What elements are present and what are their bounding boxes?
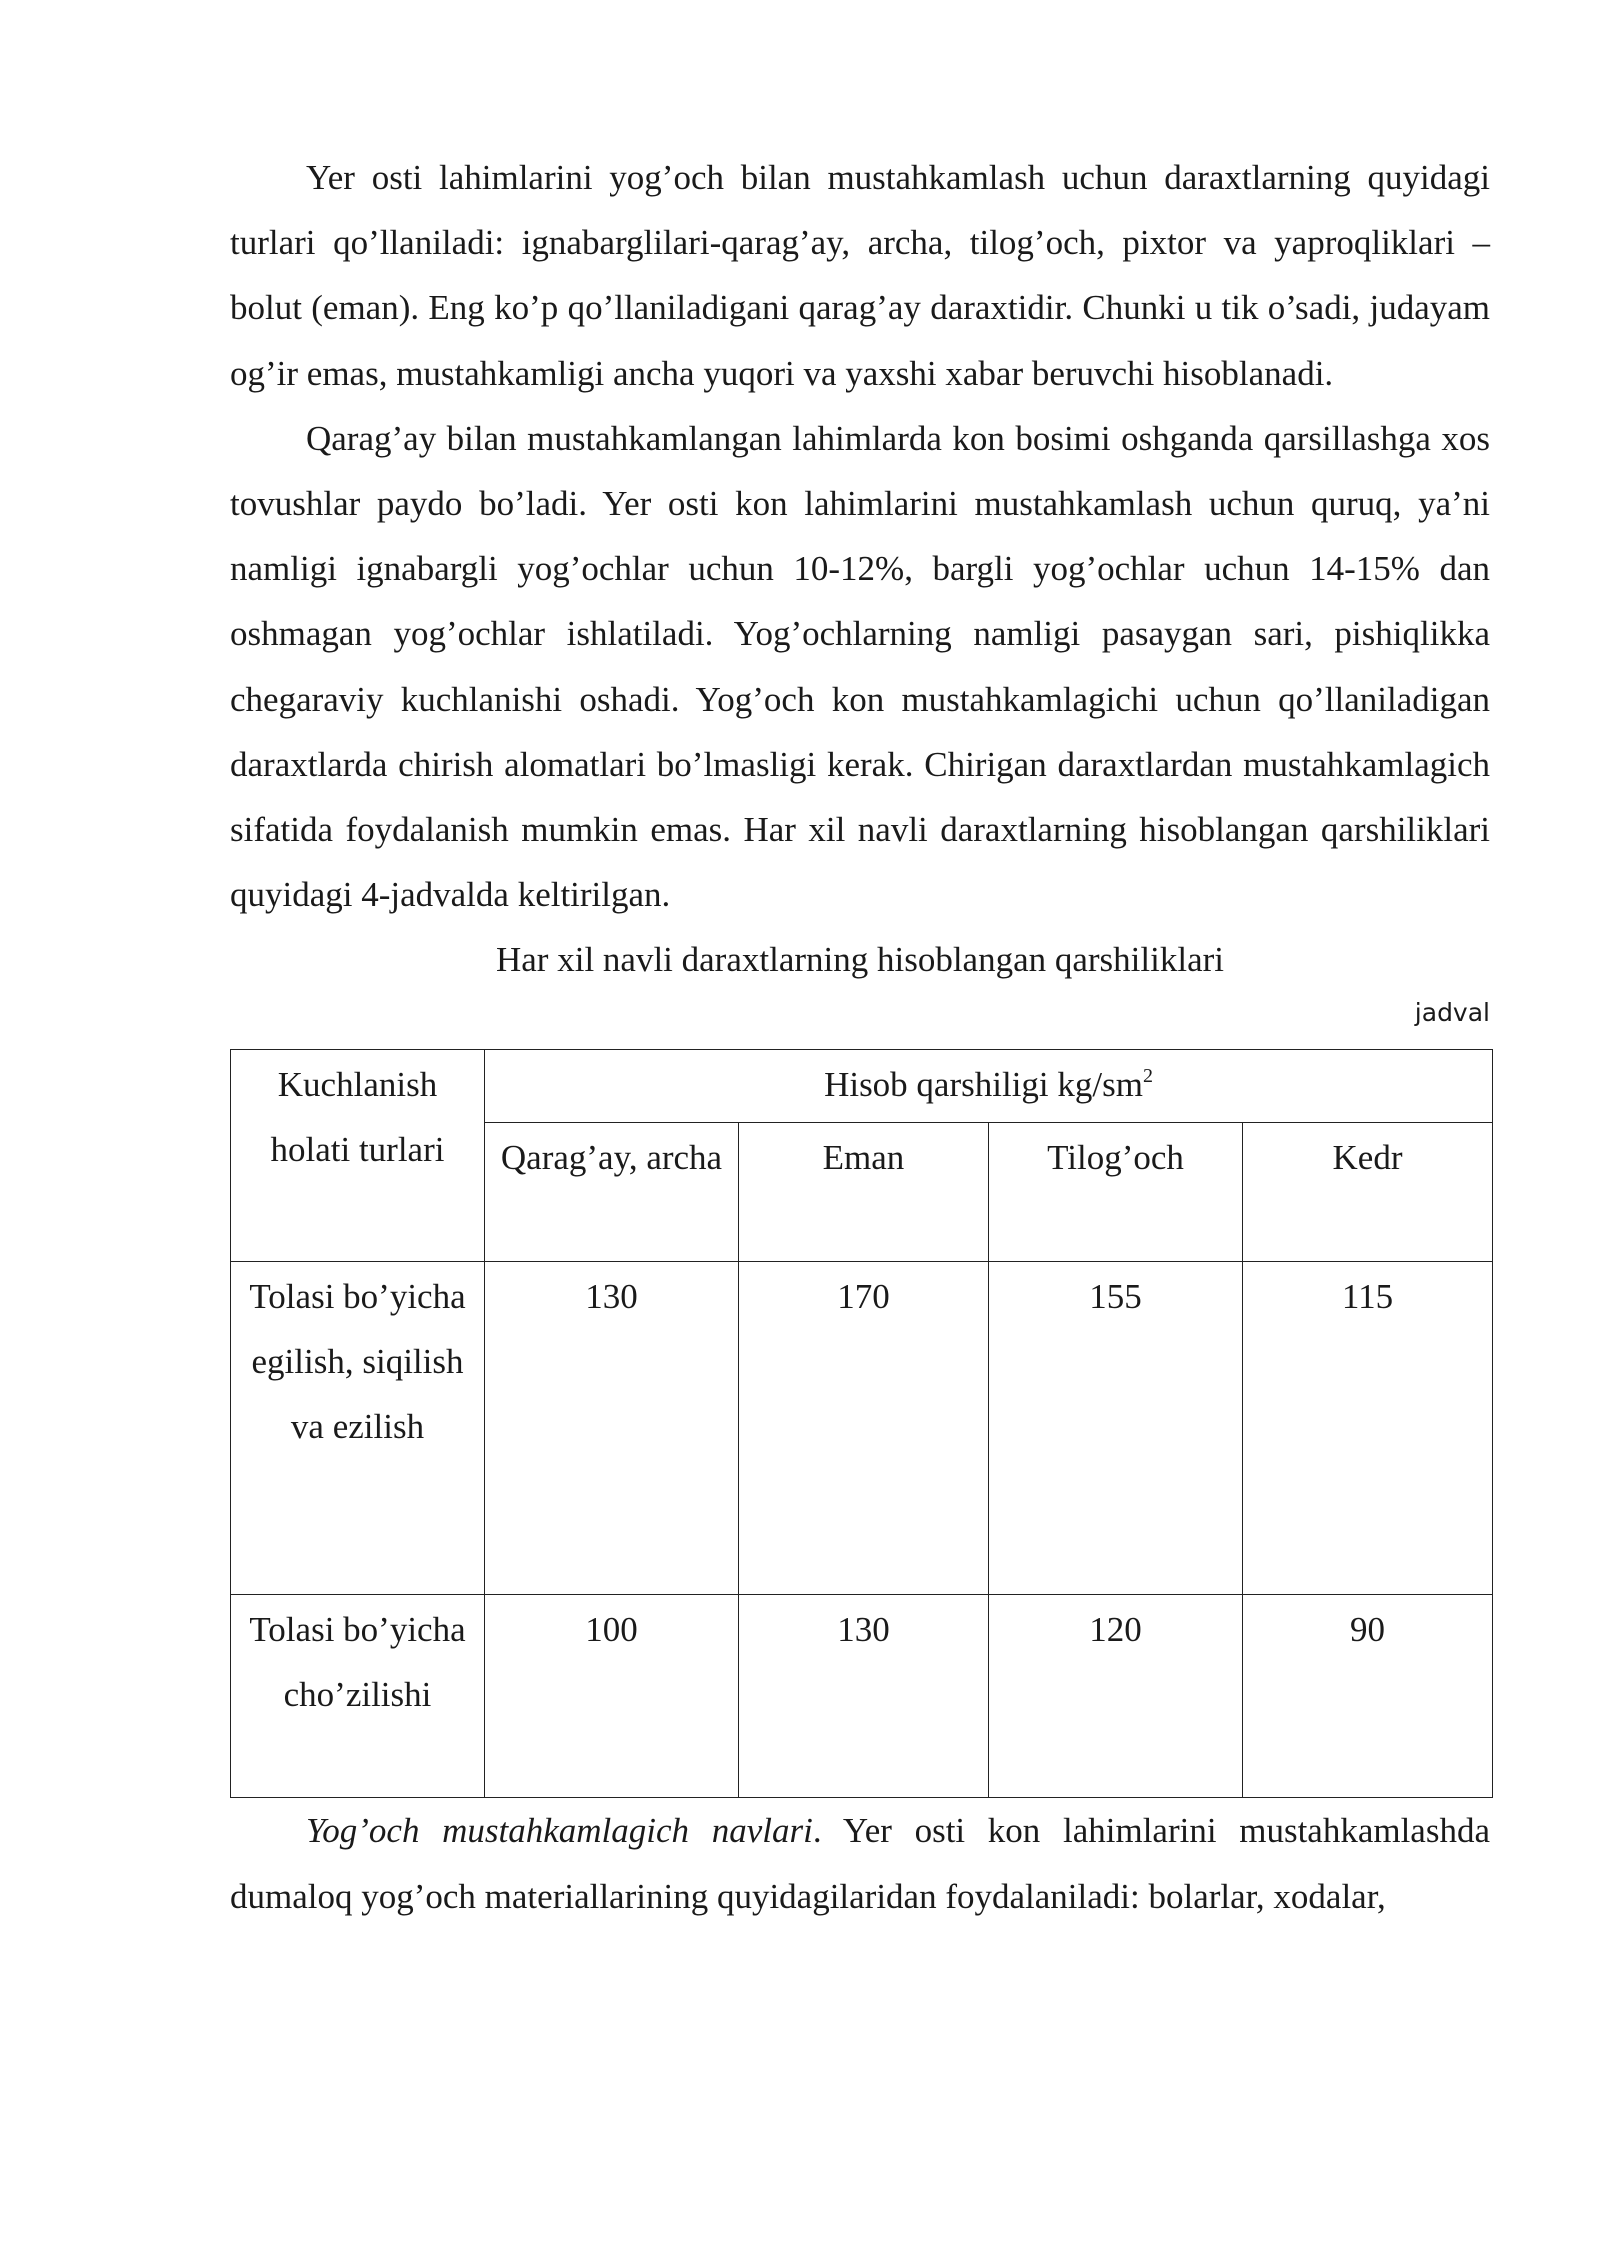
table-cell: 120 (989, 1595, 1243, 1798)
group-header (485, 1050, 1493, 1123)
group-header-sup: 2 (1142, 1065, 1153, 1088)
column-header: Tilog’och (989, 1123, 1243, 1262)
table-cell: 130 (485, 1262, 739, 1595)
closing-text: . Yer osti kon lahimlarini mustahkamlashda dumaloq yog’och materiallarining quyidagilaridan foydalaniladi: bolarlar, xodalar, (230, 1811, 1490, 1916)
document-page (230, 145, 1490, 1929)
column-header: Kedr (1243, 1123, 1493, 1262)
row-header-title (231, 1050, 485, 1262)
row-label: Tolasi bo’yicha cho’zilishi (231, 1595, 485, 1798)
table-cell: 100 (485, 1595, 739, 1798)
row-header-title-text: Kuchlanish holati turlari (270, 1065, 445, 1170)
row-label: Tolasi bo’yicha egilish, siqilish va ezilish (231, 1262, 485, 1595)
paragraph-wood-types: Yer osti lahimlarini yog’och bilan mustahkamlash uchun daraxtlarning quyidagi turlari qo’llaniladi: ignabarglilari-qarag’ay, archa, tilog’och, pixtor va yaproqliklari –bolut (eman). Eng ko’p qo’llaniladigani qarag’ay daraxtidir. Chunki u tik o’sadi, judayam og’ir emas, mustahkamligi ancha yuqori va yaxshi xabar beruvchi hisoblanadi. (230, 158, 1490, 393)
table-label: jadval (1414, 998, 1490, 1028)
table-row (231, 1595, 1493, 1798)
resistance-table (230, 1049, 1493, 1798)
paragraph-timber-types (230, 1798, 1490, 1928)
section-term: Yog’och mustahkamlagich navlari (306, 1811, 813, 1851)
column-header: Qarag’ay, archa (485, 1123, 739, 1262)
table-header-row (231, 1050, 1493, 1123)
paragraph-moisture: Qarag’ay bilan mustahkamlangan lahimlarda kon bosimi oshganda qarsillashga xos tovushlar paydo bo’ladi. Yer osti kon lahimlarini mustahkamlash uchun quruq, ya’ni namligi ignabargli yog’ochlar uchun 10-12%, bargli yog’ochlar uchun 14-15% dan oshmagan yog’ochlar ishlatiladi. Yog’ochlarning namligi pasaygan sari, pishiqlikka chegaraviy kuchlanishi oshadi. Yog’och kon mustahkamlagichi uchun qo’llaniladigan daraxtlarda chirish alomatlari bo’lmasligi kerak. Chirigan daraxtlardan mustahkamlagich sifatida foydalanish mumkin emas. Har xil navli daraxtlarning hisoblangan qarshiliklari quyidagi 4-jadvalda keltirilgan. (230, 418, 1490, 915)
group-header-text: Hisob qarshiligi kg/sm (824, 1065, 1143, 1105)
table-cell: 130 (739, 1595, 989, 1798)
table-row (231, 1262, 1493, 1595)
table-cell: 115 (1243, 1262, 1493, 1595)
table-cell: 90 (1243, 1595, 1493, 1798)
table-caption: Har xil navli daraxtlarning hisoblangan qarshiliklari (496, 940, 1224, 980)
column-header: Eman (739, 1123, 989, 1262)
table-cell: 170 (739, 1262, 989, 1595)
table-cell: 155 (989, 1262, 1243, 1595)
